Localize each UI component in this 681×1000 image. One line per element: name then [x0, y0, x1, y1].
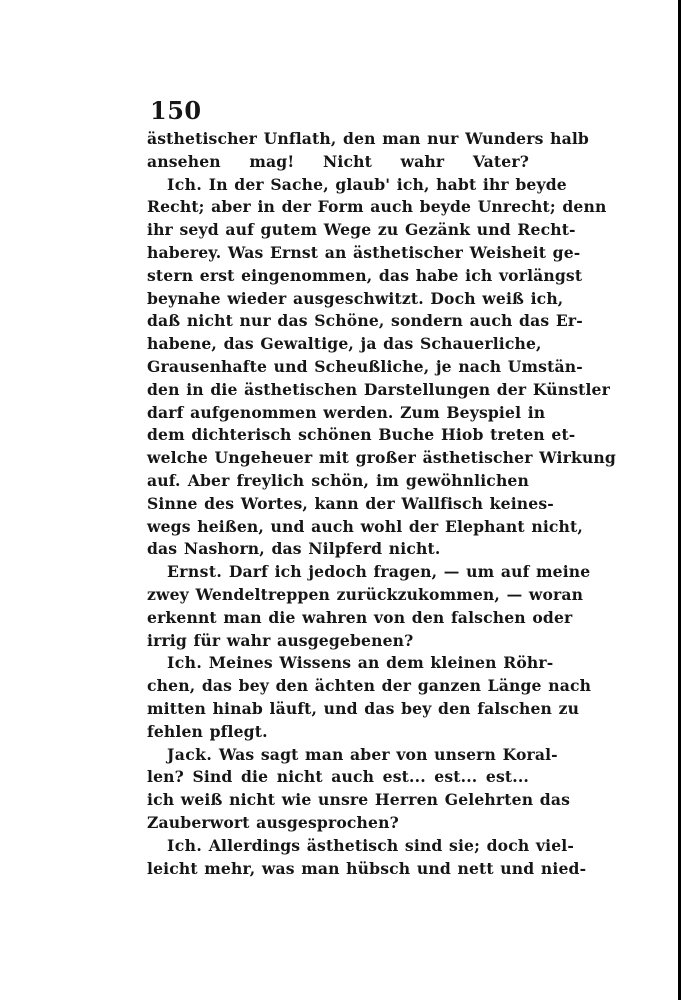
- page-number: 150: [150, 96, 202, 125]
- text-line: [147, 242, 581, 265]
- text-line: [147, 265, 583, 288]
- text-line: [147, 538, 529, 561]
- text-line: [147, 470, 529, 493]
- line-text: habene, das Gewaltige, ja das Schauerliche,: [147, 334, 542, 354]
- line-text: Recht; aber in der Form auch beyde Unrecht; denn: [147, 197, 607, 217]
- line-text: Grausenhafte und Scheußliche, je nach Umstän-: [147, 356, 583, 376]
- line-text: In der Sache, glaub' ich, habt ihr beyde: [208, 174, 567, 194]
- speaker-label: Ich.: [167, 653, 203, 673]
- line-text: darf aufgenommen werden. Zum Beyspiel in: [147, 402, 546, 422]
- line-text: Zauberwort ausgesprochen?: [147, 812, 399, 832]
- text-line: [147, 561, 591, 584]
- line-text: ihr seyd auf gutem Wege zu Gezänk und Recht-: [147, 220, 576, 240]
- line-text: ich weiß nicht wie unsre Herren Gelehrten das: [147, 790, 571, 810]
- line-text: wegs heißen, und auch wohl der Elephant nicht,: [147, 516, 583, 536]
- text-line: [147, 584, 584, 607]
- line-text: beynahe wieder ausgeschwitzt. Doch weiß ich,: [147, 288, 564, 308]
- line-text: stern erst eingenommen, das habe ich vorlängst: [147, 265, 583, 285]
- text-line: [147, 789, 571, 812]
- text-line: [147, 219, 576, 242]
- line-text: erkennt man die wahren von den falschen oder: [147, 607, 573, 627]
- text-line: [147, 675, 592, 698]
- line-text: chen, das bey den ächten der ganzen Länge nach: [147, 676, 592, 696]
- line-text: irrig für wahr ausgegebenen?: [147, 630, 414, 650]
- text-line: [147, 402, 546, 425]
- text-line: [147, 379, 610, 402]
- speaker-label: Ernst.: [167, 562, 223, 582]
- speaker-label: Ich.: [167, 174, 203, 194]
- text-line: [147, 447, 616, 470]
- text-line: [147, 858, 587, 881]
- line-text: fehlen pflegt.: [147, 721, 268, 741]
- line-text: das Nashorn, das Nilpferd nicht.: [147, 539, 441, 559]
- text-line: [147, 493, 554, 516]
- line-text: mitten hinab läuft, und das bey den falschen zu: [147, 698, 580, 718]
- text-line: [147, 333, 542, 356]
- line-text: Allerdings ästhetisch sind sie; doch viel-: [208, 835, 574, 855]
- text-line: [147, 652, 554, 675]
- text-line: [147, 766, 529, 789]
- text-line: [147, 607, 573, 630]
- text-line: [147, 424, 576, 447]
- text-line: [147, 630, 529, 653]
- line-text: den in die ästhetischen Darstellungen der Künstler: [147, 379, 610, 399]
- line-text: ästhetischer Unflath, den man nur Wunders halb: [147, 129, 589, 148]
- line-text: zwey Wendeltreppen zurückzukommen, — woran: [147, 584, 584, 604]
- text-line: [147, 288, 564, 311]
- text-line: [147, 151, 529, 174]
- text-line: [147, 128, 589, 151]
- body-text: [147, 128, 616, 880]
- line-text: Was sagt man aber von unsern Koral-: [218, 744, 558, 764]
- line-text: welche Ungeheuer mit großer ästhetischer Wirkung: [147, 448, 616, 468]
- text-line: [147, 744, 558, 767]
- line-text: daß nicht nur das Schöne, sondern auch das Er-: [147, 311, 583, 331]
- text-line: [147, 812, 529, 835]
- text-line: [147, 698, 580, 721]
- speaker-label: Jack.: [167, 744, 213, 764]
- text-line: [147, 310, 583, 333]
- line-text: dem dichterisch schönen Buche Hiob treten et-: [147, 425, 576, 445]
- line-text: Darf ich jedoch fragen, — um auf meine: [228, 562, 591, 582]
- speaker-label: Ich.: [167, 835, 203, 855]
- text-line: [147, 516, 583, 539]
- text-line: [147, 835, 574, 858]
- line-text: Sinne des Wortes, kann der Wallfisch keines-: [147, 493, 554, 513]
- line-text: haberey. Was Ernst an ästhetischer Weisheit ge-: [147, 242, 581, 262]
- line-text: ansehen mag! Nicht wahr Vater?: [147, 151, 529, 171]
- text-line: [147, 174, 567, 197]
- line-text: auf. Aber freylich schön, im gewöhnlichen: [147, 470, 529, 490]
- text-line: [147, 356, 583, 379]
- text-line: [147, 721, 529, 744]
- line-text: len? Sind die nicht auch est... est... est...: [147, 767, 529, 787]
- line-text: Meines Wissens an dem kleinen Röhr-: [208, 653, 554, 673]
- text-line: [147, 196, 607, 219]
- line-text: leicht mehr, was man hübsch und nett und nied-: [147, 858, 587, 878]
